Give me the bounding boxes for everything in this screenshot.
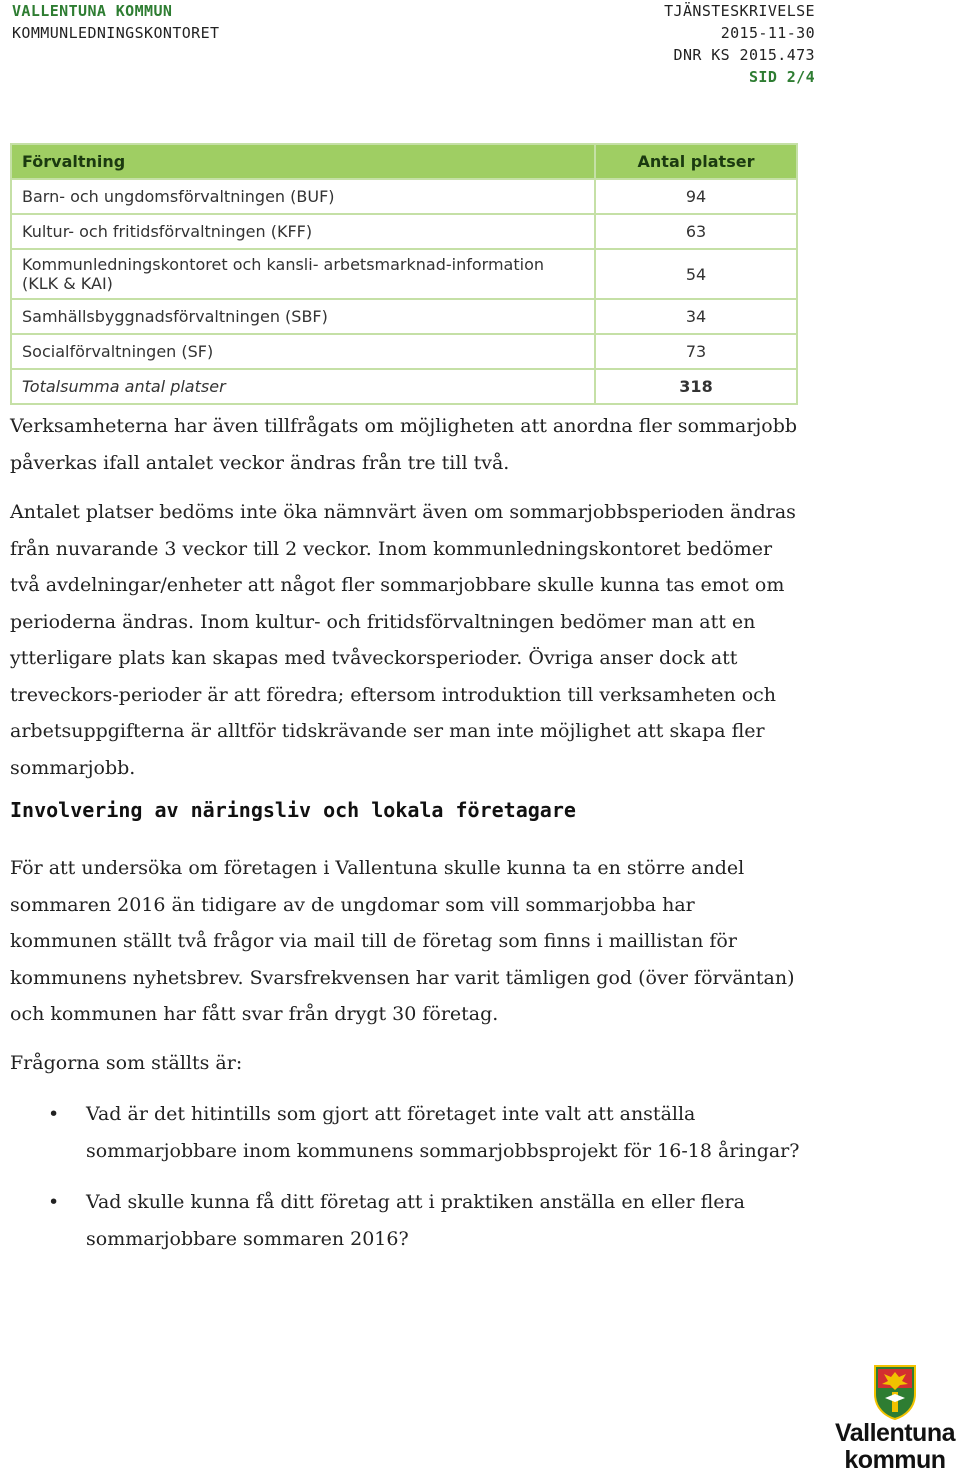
row-name: Kommunledningskontoret och kansli- arbetsmarknad-information (KLK & KAI): [11, 249, 595, 299]
table-header-row: [11, 144, 797, 179]
paragraph-antal-platser: Antalet platser bedöms inte öka nämnvärt även om sommarjobbsperioden ändras från nuvarande 3 veckor till 2 veckor. Inom kommunledningskontoret bedömer två avdelningar/enheter att något fler sommarjobbare skulle kunna tas emot om perioderna ändras. Inom kultur- och fritidsförvaltningen bedömer man att en ytterligare plats kan skapas med tvåveckorsperioder. Övriga anser dock att treveckors-perioder är att föredra; eftersom introduktion till verksamheten och arbetsuppgifterna är alltför tidskrävande ser man inte möjlighet att skapa fler sommarjobb.: [10, 501, 796, 779]
row-value: 94: [595, 179, 797, 214]
bullet-icon: •: [48, 1191, 60, 1213]
question-text: Vad är det hitintills som gjort att företaget inte valt att anställa sommarjobbare inom kommunens sommarjobbsprojekt för 16-18 åringar?: [86, 1103, 800, 1162]
row-name: Barn- och ungdomsförvaltningen (BUF): [11, 179, 595, 214]
section-heading: Involvering av näringsliv och lokala företagare: [10, 798, 576, 822]
logo-line2: kommun: [844, 1446, 946, 1474]
document-date: 2015-11-30: [720, 24, 815, 42]
list-item: [10, 1096, 810, 1169]
row-value: 34: [595, 299, 797, 334]
row-name: Kultur- och fritidsförvaltningen (KFF): [11, 214, 595, 249]
row-value: 73: [595, 334, 797, 369]
table-total-row: [11, 369, 797, 404]
row-name: Samhällsbyggnadsförvaltningen (SBF): [11, 299, 595, 334]
table-row: [11, 299, 797, 334]
question-text: Vad skulle kunna få ditt företag att i praktiken anställa en eller flera sommarjobbare sommaren 2016?: [86, 1191, 745, 1250]
header-right: [664, 0, 815, 88]
vallentuna-logo: [832, 1362, 958, 1474]
total-value: 318: [595, 369, 797, 404]
paragraph-verksamheter: Verksamheterna har även tillfrågats om möjligheten att anordna fler sommarjobb påverkas ifall antalet veckor ändras från tre till två.: [10, 415, 798, 474]
col-header-forvaltning: Förvaltning: [11, 144, 595, 179]
document-dnr: DNR KS 2015.473: [673, 46, 815, 64]
org-name: VALLENTUNA KOMMUN: [12, 2, 173, 20]
col-header-antal: Antal platser: [595, 144, 797, 179]
row-value: 54: [595, 249, 797, 299]
page-number: SID 2/4: [748, 68, 815, 86]
table-row: [11, 249, 797, 299]
table-row: [11, 179, 797, 214]
list-item: [10, 1184, 810, 1257]
table-row: [11, 334, 797, 369]
logo-line1: Vallentuna: [834, 1419, 956, 1447]
paragraph-fragorna: Frågorna som ställts är:: [10, 1052, 243, 1074]
row-name: Socialförvaltningen (SF): [11, 334, 595, 369]
row-value: 63: [595, 214, 797, 249]
document-type: TJÄNSTESKRIVELSE: [664, 2, 815, 20]
questions-list: [10, 1096, 810, 1272]
logo-text: [832, 1420, 958, 1474]
places-table: [10, 143, 798, 405]
vallentuna-crest-icon: [872, 1364, 918, 1420]
header-left: [12, 0, 219, 44]
bullet-icon: •: [48, 1103, 60, 1125]
total-label: Totalsumma antal platser: [11, 369, 595, 404]
table-row: [11, 214, 797, 249]
department-name: KOMMUNLEDNINGSKONTORET: [12, 24, 220, 42]
paragraph-foretag: För att undersöka om företagen i Vallentuna skulle kunna ta en större andel sommaren 2016 än tidigare av de ungdomar som vill sommarjobba har kommunen ställt två frågor via mail till de företag som finns i maillistan för kommunens nyhetsbrev. Svarsfrekvensen har varit tämligen god (över förväntan) och kommunen har fått svar från drygt 30 företag.: [10, 857, 795, 1025]
